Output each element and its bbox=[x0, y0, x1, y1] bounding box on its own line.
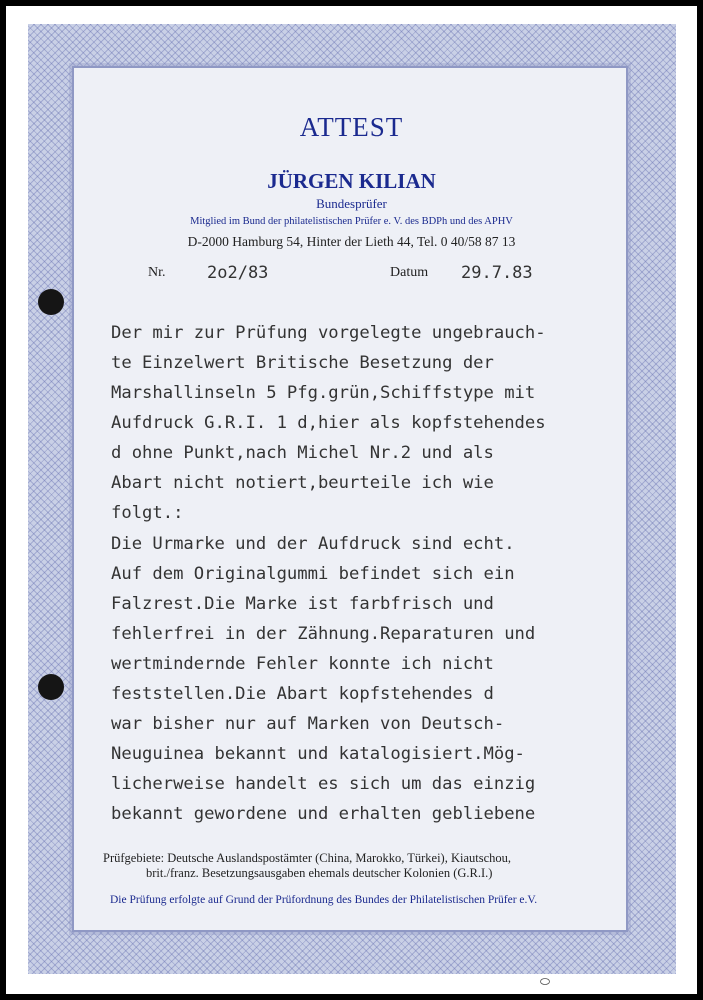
body-line: licherweise handelt es sich um das einzig bbox=[111, 774, 536, 794]
body-line: bekannt gewordene und erhalten gebliebene bbox=[111, 804, 536, 824]
nr-label: Nr. bbox=[148, 265, 166, 280]
membership-line: Mitglied im Bund der philatelistischen Prüfer e. V. des BDPh und des APHV bbox=[190, 216, 513, 227]
body-line: Neuguinea bekannt und katalogisiert.Mög- bbox=[111, 744, 525, 764]
body-line: Falzrest.Die Marke ist farbfrisch und bbox=[111, 594, 494, 614]
footer-scope-line1: Prüfgebiete: Deutsche Auslandspostämter (China, Marokko, Türkei), Kiautschou, bbox=[103, 851, 512, 865]
body-line: fehlerfrei in der Zähnung.Reparaturen und bbox=[111, 624, 536, 644]
footer-regulation: Die Prüfung erfolgte auf Grund der Prüfordnung des Bundes der Philatelistischen Prüfer e.V. bbox=[110, 894, 538, 906]
body-line: Auf dem Originalgummi befindet sich ein bbox=[111, 564, 515, 584]
body-line: war bisher nur auf Marken von Deutsch- bbox=[111, 714, 505, 734]
nr-value: 2o2/83 bbox=[207, 263, 269, 283]
examiner-name: JÜRGEN KILIAN bbox=[267, 169, 436, 193]
body-line: d ohne Punkt,nach Michel Nr.2 und als bbox=[111, 443, 494, 463]
body-line: Aufdruck G.R.I. 1 d,hier als kopfstehendes bbox=[111, 413, 546, 433]
examiner-role: Bundesprüfer bbox=[316, 196, 387, 211]
datum-label: Datum bbox=[390, 265, 429, 280]
body-line: Marshallinseln 5 Pfg.grün,Schiffstype mit bbox=[111, 383, 536, 403]
body-line: te Einzelwert Britische Besetzung der bbox=[111, 353, 494, 373]
address-line: D-2000 Hamburg 54, Hinter der Lieth 44, Tel. 0 40/58 87 13 bbox=[187, 234, 516, 249]
body-line: feststellen.Die Abart kopfstehendes d bbox=[111, 684, 494, 704]
body-line: Abart nicht notiert,beurteile ich wie bbox=[111, 473, 494, 493]
body-line: folgt.: bbox=[111, 503, 184, 523]
certificate-title: ATTEST bbox=[299, 112, 404, 142]
punch-hole-top bbox=[38, 289, 64, 315]
body-line: Die Urmarke und der Aufdruck sind echt. bbox=[111, 534, 515, 554]
body-line: wertmindernde Fehler konnte ich nicht bbox=[111, 654, 494, 674]
footer-scope-line2: brit./franz. Besetzungsausgaben ehemals deutscher Kolonien (G.R.I.) bbox=[146, 866, 493, 880]
datum-value: 29.7.83 bbox=[461, 263, 533, 283]
printer-mark bbox=[540, 978, 550, 985]
punch-hole-bottom bbox=[38, 674, 64, 700]
body-line: Der mir zur Prüfung vorgelegte ungebrauch- bbox=[111, 323, 546, 343]
printer-logo-icon bbox=[540, 978, 550, 985]
